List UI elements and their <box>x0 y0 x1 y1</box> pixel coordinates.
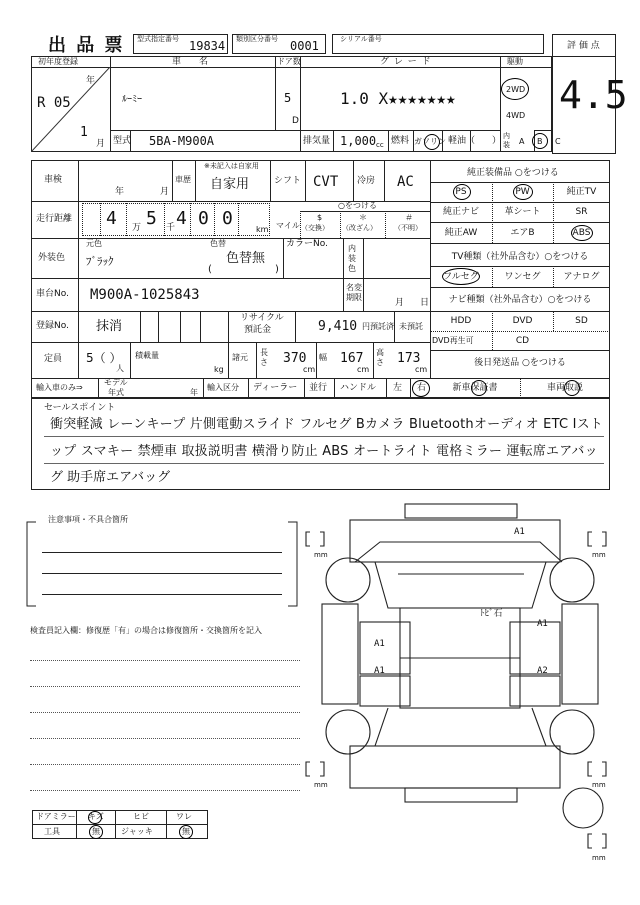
load-unit: kg <box>214 365 224 374</box>
fuel-label: 燃料 <box>391 136 410 146</box>
model-year-label-1: モデル <box>104 378 128 387</box>
equip-sr: SR <box>575 207 588 217</box>
reg-value: 抹消 <box>96 319 123 334</box>
grade-value: 1.0 X★★★★★★★ <box>340 89 456 108</box>
orig-color-label: 元色 <box>86 239 102 248</box>
first-reg-year-unit: 年 <box>86 76 96 86</box>
crack-small: ヒビ <box>133 812 149 821</box>
mileage-unit: km <box>256 225 269 234</box>
orig-color-value: ﾌﾞﾗｯｸ <box>86 255 114 268</box>
car-damage-diagram <box>300 496 620 866</box>
damage-mark-right-rear: A2 <box>537 666 548 676</box>
sales-points-label: セールスポイント <box>44 403 116 413</box>
mileage-digit-2: 5 <box>146 208 157 229</box>
mileage-exchange-sym: $ <box>317 213 323 222</box>
height-label: 高さ <box>376 348 384 367</box>
length-unit: cm <box>303 365 316 374</box>
mileage-unknown-sym: ＃ <box>405 213 413 222</box>
width-value: 167 <box>340 351 364 366</box>
navi-sd: SD <box>575 316 588 326</box>
equip-abs-circle <box>571 225 593 241</box>
model-year-label-2: 年式 <box>108 388 124 397</box>
grade-label: グ レ ー ド <box>380 57 432 67</box>
mileage-mile: マイル <box>276 221 300 230</box>
equip-airbag: エアB <box>510 228 535 238</box>
navi-hdd: HDD <box>450 316 472 326</box>
recycle-paid: 円預託済 <box>362 322 394 331</box>
first-reg-month-unit: 月 <box>96 139 106 149</box>
interior-color-label: 内装色 <box>348 244 356 273</box>
drive-2wd-circle <box>501 78 529 100</box>
equip-ps: PS <box>455 187 467 197</box>
handle-label: ハンドル <box>340 383 377 393</box>
first-reg-label: 初年度登録 <box>38 57 78 66</box>
mirror-value: キズ <box>88 812 104 821</box>
interior-b: B <box>537 137 543 146</box>
doc-warranty: 新車保証書 <box>452 383 498 393</box>
ac-value: AC <box>397 174 414 190</box>
crack: ワレ <box>176 812 192 821</box>
capacity-value: 5（ ） <box>86 351 122 365</box>
recycle-unpaid: 未預託 <box>399 322 423 331</box>
dvd-label: DVD再生可 <box>432 336 474 345</box>
chassis-value: M900A-1025843 <box>90 287 200 303</box>
doors-sub: D <box>292 116 299 126</box>
height-unit: cm <box>415 365 428 374</box>
mileage-sen: 千 <box>166 223 176 233</box>
fuel-gasoline: ガソリン <box>414 137 446 146</box>
category-label: 類別区分番号 <box>236 35 278 43</box>
first-reg-year: R 05 <box>37 95 71 111</box>
tv-analog: アナログ <box>563 272 600 282</box>
displacement-value: 1,000 <box>340 134 377 148</box>
reg-label: 登録No. <box>36 321 69 331</box>
damage-mark-front: A1 <box>514 527 525 537</box>
mileage-digit-1: 4 <box>106 208 117 229</box>
sales-line-2: ップ スマキー 禁煙車 取扱説明書 横滑り防止 ABS オートライト 電格ミラー 運転席エアバッ <box>50 444 598 459</box>
equip-abs: ABS <box>572 228 591 238</box>
equip-navi: 純正ナビ <box>442 207 479 217</box>
tv-fullseg-circle <box>442 268 480 285</box>
equip-leather: 革シート <box>504 207 541 217</box>
jack-circle <box>179 825 193 839</box>
fuel-close: ） <box>492 136 502 146</box>
parallel: 並行 <box>309 383 328 393</box>
sales-line-1: 衝突軽減 レーンキープ 片側電動スライド フルセグ Bカメラ Bluetoothオーディオ ETC Iスト <box>50 417 603 432</box>
displacement-unit: cc <box>376 141 384 149</box>
capacity-unit: 人 <box>116 364 124 373</box>
fuel-gasoline-circle <box>424 134 440 150</box>
mm-label-3: mm <box>314 781 328 789</box>
car-name-label: 車 名 <box>172 57 209 67</box>
namechange-month: 月 <box>395 298 405 308</box>
model-value: 5BA-M900A <box>149 134 215 148</box>
jack-value: 無 <box>182 827 190 836</box>
mileage-digit-3: 4 <box>176 208 187 229</box>
damage-mark-left-rear-door: A1 <box>374 666 385 676</box>
first-reg-month: 1 <box>80 125 88 140</box>
doc-manual: 車両取説 <box>546 383 583 393</box>
serial-label: シリアル番号 <box>340 35 382 43</box>
mirror-circle <box>88 811 102 824</box>
mileage-altered-sym: ＊ <box>359 213 367 222</box>
inspection-year-unit: 年 <box>115 187 125 197</box>
width-label: 幅 <box>319 353 327 362</box>
load-label: 積載量 <box>135 351 159 360</box>
equip-pw: PW <box>515 187 530 197</box>
width-unit: cm <box>357 365 370 374</box>
namechange-day: 日 <box>420 298 430 308</box>
drive-4wd: 4WD <box>506 111 526 120</box>
right: 右 <box>417 383 427 393</box>
mileage-digit-5: 0 <box>222 208 233 229</box>
height-value: 173 <box>397 351 421 366</box>
model-label: 型式 <box>113 136 132 146</box>
doc-warranty-circle <box>471 380 487 396</box>
right-circle <box>412 380 430 397</box>
mileage-digit-4: 0 <box>198 208 209 229</box>
color-change-label: 色替 <box>210 239 226 248</box>
import-label: 輸入車のみ⇒ <box>36 383 83 392</box>
damage-mark-left-front-door: A1 <box>374 639 385 649</box>
car-name-value: ﾙｰﾐｰ <box>122 94 142 105</box>
ac-label: 冷房 <box>357 176 376 186</box>
doors-value: 5 <box>284 91 292 105</box>
interior-label: 内装 <box>503 132 510 149</box>
dvd-cd: CD <box>515 336 530 346</box>
history-label: 車歴 <box>175 175 191 184</box>
mm-label-4: mm <box>592 781 606 789</box>
equip-pw-circle <box>513 184 533 200</box>
tools-label: 工具 <box>44 827 60 836</box>
dims-label: 諸元 <box>232 353 248 362</box>
interior-b-circle <box>532 133 548 149</box>
fuel-diesel: 軽油（ <box>448 136 476 146</box>
equip-tv: 純正TV <box>566 187 597 197</box>
interior-c: C <box>555 137 561 146</box>
sales-line-3: グ 助手席エアバッグ <box>50 470 171 485</box>
rating-label: 評 価 点 <box>567 41 600 51</box>
shift-value: CVT <box>313 174 339 190</box>
navi-title: ナビ種類（社外品含む）○をつける <box>448 295 592 305</box>
color-change-value: 色替無 <box>226 251 266 266</box>
navi-dvd: DVD <box>512 316 533 326</box>
capacity-label: 定員 <box>44 354 63 364</box>
left: 左 <box>393 383 403 393</box>
length-value: 370 <box>283 351 307 366</box>
doors-label: ドア数 <box>277 57 301 66</box>
model-designation-label: 型式指定番号 <box>137 35 179 43</box>
damage-mark-windshield: ﾄﾋﾞ石 <box>480 609 503 619</box>
dealer: ディーラー <box>253 383 298 393</box>
mm-label-2: mm <box>592 551 606 559</box>
inspection-label: 車検 <box>44 175 63 185</box>
history-value: 自家用 <box>210 177 250 192</box>
caution-label: 注意事項・不具合箇所 <box>48 515 128 524</box>
doc-manual-circle <box>564 380 580 396</box>
docs-title: 後日発送品 ○をつける <box>474 358 566 368</box>
mm-label-1: mm <box>314 551 328 559</box>
inspector-label: 検査員記入欄：修復歴「有」の場合は修復箇所・交換箇所を記入 <box>30 626 262 635</box>
damage-mark-right: A1 <box>537 619 548 629</box>
mileage-mark-title: ○をつける <box>338 201 377 210</box>
recycle-label-1: リサイクル <box>240 313 284 323</box>
rating-value: 4.5 <box>559 73 628 117</box>
mileage-exchange: （交換） <box>301 224 329 232</box>
mileage-man: 万 <box>132 223 142 233</box>
equip-ps-circle <box>453 184 471 200</box>
tools-circle <box>89 825 103 839</box>
history-note: ※未記入は自家用 <box>204 162 259 170</box>
equip-aw: 純正AW <box>444 228 478 238</box>
recycle-label-2: 預託金 <box>244 325 272 335</box>
chassis-label: 車台No. <box>36 289 69 299</box>
jack-label: ジャッキ <box>121 827 153 836</box>
namechange-label: 名変期限 <box>346 283 362 302</box>
tv-fullseg: フルセグ <box>443 272 479 282</box>
mirror-label: ドアミラー <box>36 812 76 821</box>
mileage-label: 走行距離 <box>36 214 73 224</box>
import-year-unit: 年 <box>190 388 198 397</box>
length-label: 長さ <box>260 348 268 367</box>
drive-label: 駆動 <box>507 57 523 66</box>
interior-a: A <box>519 137 525 146</box>
category-value: 0001 <box>290 39 319 53</box>
tools-value: 無 <box>92 827 100 836</box>
drive-2wd: 2WD <box>506 85 526 94</box>
tv-title: TV種類（社外品含む）○をつける <box>451 252 589 262</box>
mm-label-5: mm <box>592 854 606 862</box>
shift-label: シフト <box>274 176 302 186</box>
import-type-label: 輸入区分 <box>207 383 239 392</box>
color-no-label: カラーNo. <box>286 239 328 249</box>
tv-oneseg: ワンセグ <box>504 272 541 282</box>
recycle-value: 9,410 <box>318 319 358 334</box>
sheet-title: 出 品 票 <box>48 35 125 56</box>
exterior-color-label: 外装色 <box>38 253 66 263</box>
model-designation-value: 19834 <box>189 39 226 53</box>
displacement-label: 排気量 <box>303 136 331 146</box>
mileage-altered: （改ざん） <box>342 224 377 232</box>
mileage-unknown: （不明） <box>394 224 422 232</box>
inspection-month-unit: 月 <box>160 187 170 197</box>
equipment-title: 純正装備品 ○をつける <box>467 168 559 178</box>
